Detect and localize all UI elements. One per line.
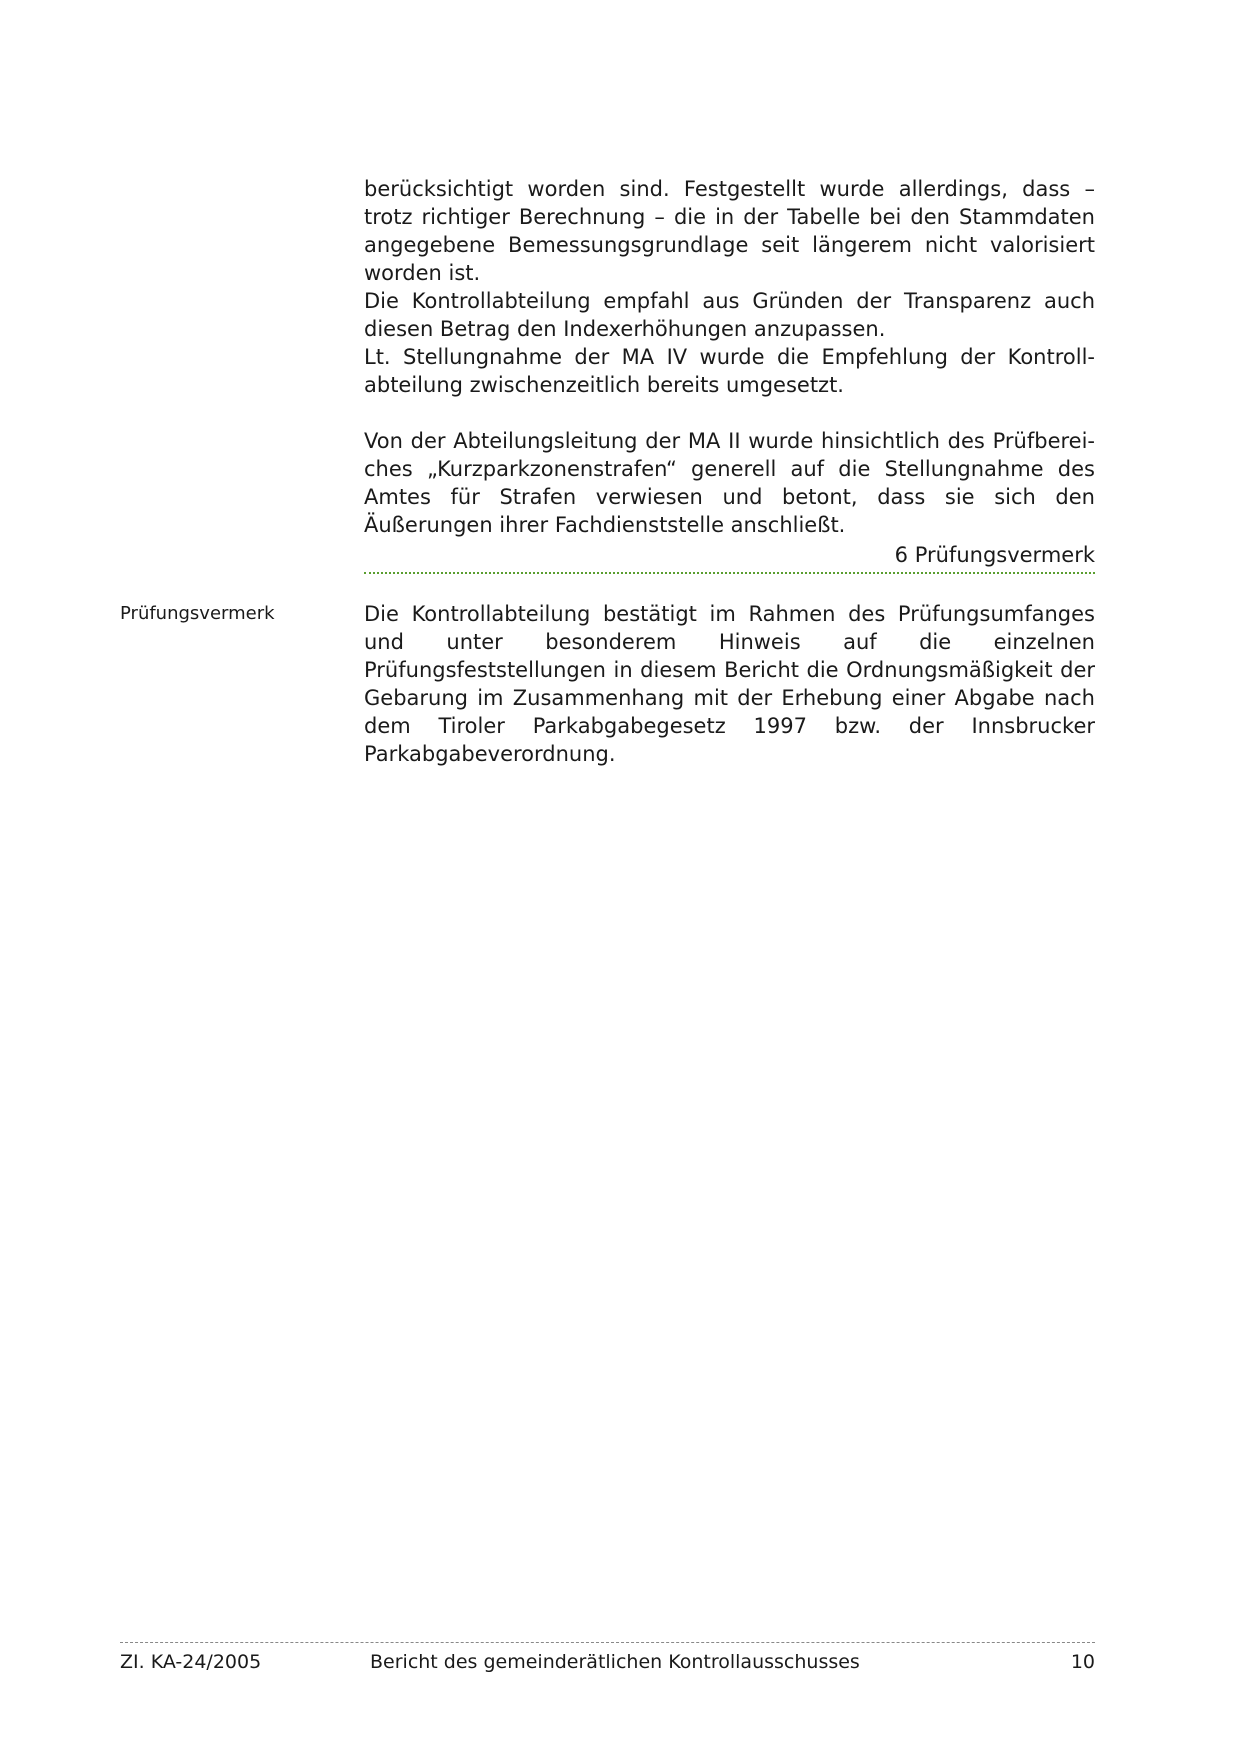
body-paragraph: Lt. Stellungnahme der MA IV wurde die Empfehlung der Kontrollabteilung zwischenzeitlich bereits umgesetzt. bbox=[364, 345, 1095, 397]
section-body bbox=[364, 600, 1095, 768]
page-footer bbox=[120, 1648, 1095, 1678]
section-paragraph: Die Kontrollabteilung bestätigt im Rahmen des Prüfungsumfanges und unter besonderem Hinweis auf die einzelnen Prüfungsfeststellungen in diesem Bericht die Ordnungsmäßigkeit der Gebarung im Zusammenhang mit der Erhebung einer Abgabe nach dem Tiroler Parkabgabegesetz 1997 bzw. der Innsbrucker Parkabgabeverordnung. bbox=[364, 602, 1095, 766]
page-number: 10 bbox=[1070, 1651, 1095, 1673]
footer-reference: ZI. KA-24/2005 bbox=[120, 1651, 262, 1673]
body-paragraph: berücksichtigt worden sind. Festgestellt wurde allerdings, dass – trotz richtiger Berechnung – die in der Tabelle bei den Stammdaten angegebene Bemessungsgrundlage seit längerem nicht valorisiert worden ist. bbox=[364, 177, 1095, 285]
body-text bbox=[364, 175, 1095, 539]
footer-divider bbox=[120, 1642, 1095, 1643]
body-paragraph: Von der Abteilungsleitung der MA II wurde hinsichtlich des Prüfbereiches „Kurzparkzonenstrafen“ generell auf die Stellungnahme des Amtes für Strafen verwiesen und betont, dass sie sich den Äußerungen ihrer Fachdienststelle anschließt. bbox=[364, 429, 1095, 537]
body-paragraph: Die Kontrollabteilung empfahl aus Gründen der Transparenz auch diesen Betrag den Indexerhöhungen anzupassen. bbox=[364, 289, 1095, 341]
section-heading: 6 Prüfungsvermerk bbox=[894, 543, 1095, 567]
margin-label: Prüfungsvermerk bbox=[120, 603, 275, 624]
footer-title: Bericht des gemeinderätlichen Kontrollausschusses bbox=[370, 1651, 860, 1673]
section-divider bbox=[364, 572, 1095, 574]
